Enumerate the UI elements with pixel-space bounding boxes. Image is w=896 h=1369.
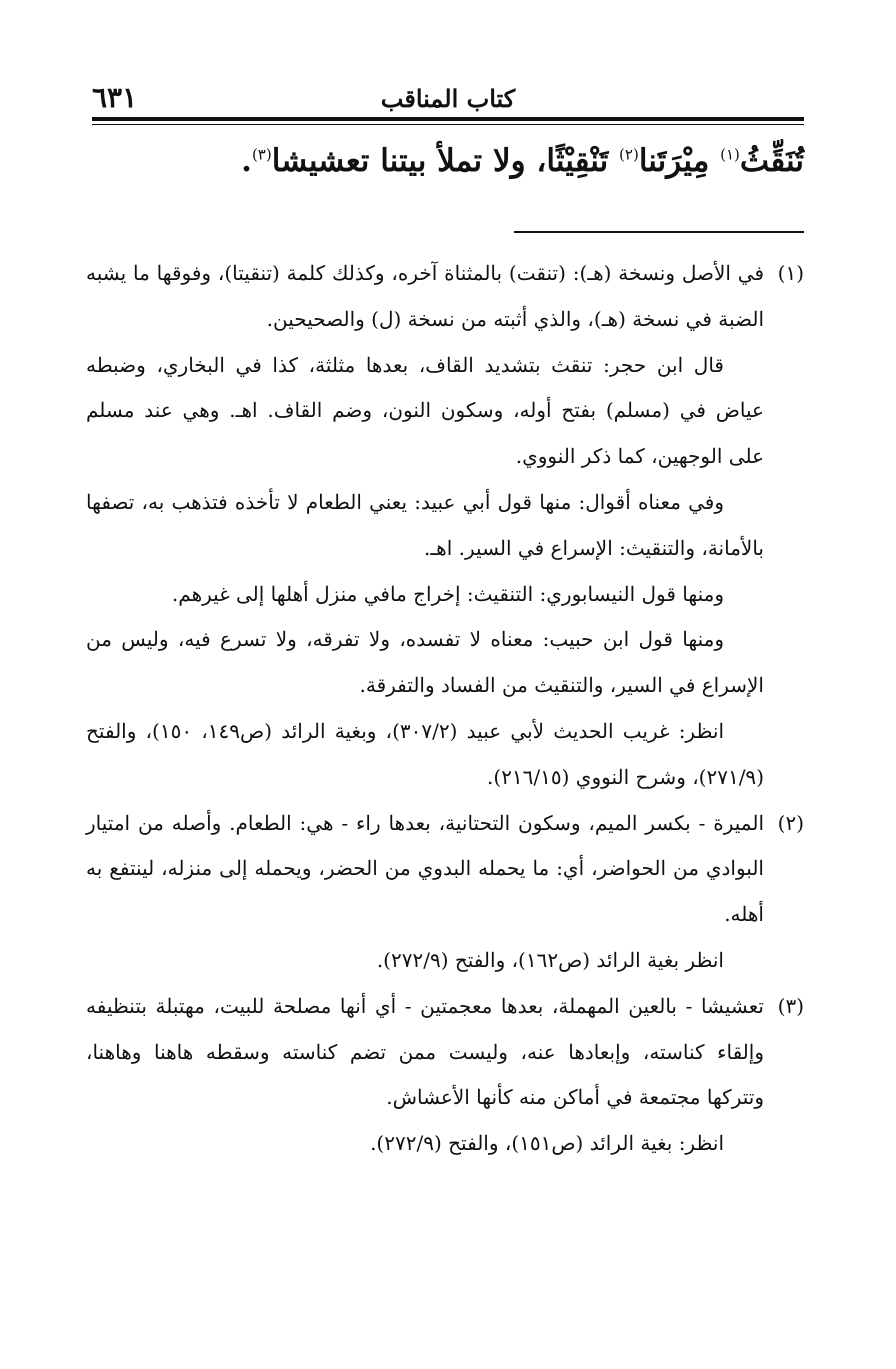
- footnote-paragraph: وفي معناه أقوال: منها قول أبي عبيد: يعني الطعام لا تأخذه فتذهب به، تصفها بالأمانة، والتنقيث: الإسراع في السير. اهـ.: [86, 489, 764, 560]
- footnote-separator: [514, 231, 804, 233]
- header-rule-thin: [92, 124, 804, 125]
- page-number: ٦٣١: [92, 81, 138, 114]
- main-hadith-text: [92, 138, 804, 184]
- header-rule-thick: [92, 117, 804, 121]
- footnote-marker: (٢): [777, 810, 804, 835]
- footnotes: [86, 251, 804, 1167]
- main-text-part-4: .: [241, 143, 252, 179]
- footnote-paragraph: في الأصل ونسخة (هـ): (تنقت) بالمثناة آخره، وكذلك كلمة (تنقيتا)، وفوقها ما يشبه الضبة في نسخة (هـ)، والذي أثبته من نسخة (ل) والصحيحين.: [86, 261, 764, 331]
- footnote-3: [86, 984, 804, 1167]
- footnote-paragraph: تعشيشا - بالعين المهملة، بعدها معجمتين - أي أنها مصلحة للبيت، مهتبلة بتنظيفه وإلقاء كناسته، وإبعادها عنه، وليست ممن تضم كناسته وسقطه هاهنا وهاهنا، وتتركها مجتمعة في أماكن منه كأنها الأعشاش.: [86, 993, 764, 1110]
- main-text-part-1: تُنَقِّثُ: [739, 143, 804, 179]
- footnote-paragraph: انظر بغية الرائد (ص١٦٢)، والفتح (٢٧٢/٩).: [376, 947, 724, 972]
- footnote-paragraph: الميرة - بكسر الميم، وسكون التحتانية، بعدها راء - هي: الطعام. وأصله من امتيار البوادي من الحواضر، أي: ما يحمله البدوي من الحضر، ويحمله إلى منزله، لينتفع به أهله.: [86, 810, 764, 927]
- footnote-paragraph: قال ابن حجر: تنقث بتشديد القاف، بعدها مثلثة، كذا في البخاري، وضبطه عياض في (مسلم) بفتح أوله، وسكون النون، وضم القاف. اهـ. وهي عند مسلم على الوجهين، كما ذكر النووي.: [86, 352, 764, 469]
- running-title: كتاب المناقب: [380, 84, 516, 113]
- footnote-paragraph: انظر: غريب الحديث لأبي عبيد (٣٠٧/٢)، وبغية الرائد (ص١٤٩، ١٥٠)، والفتح (٢٧١/٩)، وشرح النووي (٢١٦/١٥).: [86, 718, 764, 789]
- footnote-2: [86, 801, 804, 984]
- main-text-part-3: تَنْقِيْثًا، ولا تملأ بيتنا تعشيشا: [271, 143, 620, 179]
- footnote-marker: (٣): [777, 993, 804, 1018]
- footnote-ref-2: (٢): [619, 145, 639, 164]
- footnote-paragraph: ومنها قول ابن حبيب: معناه لا تفسده، ولا تفرقه، ولا تسرع فيه، وليس من الإسراع في السير، والتنقيث من الفساد والتفرقة.: [86, 627, 764, 698]
- footnote-ref-3: (٣): [251, 145, 272, 164]
- footnote-paragraph: ومنها قول النيسابوري: التنقيث: إخراج مافي منزل أهلها إلى غيرهم.: [171, 581, 724, 606]
- main-text-part-2: مِيْرَتَنا: [638, 143, 721, 179]
- page-header: [92, 82, 804, 116]
- footnote-ref-1: (١): [720, 145, 740, 164]
- footnote-1: [86, 251, 804, 801]
- footnote-marker: (١): [777, 261, 804, 285]
- footnote-paragraph: انظر: بغية الرائد (ص١٥١)، والفتح (٢٧٢/٩).: [370, 1131, 724, 1156]
